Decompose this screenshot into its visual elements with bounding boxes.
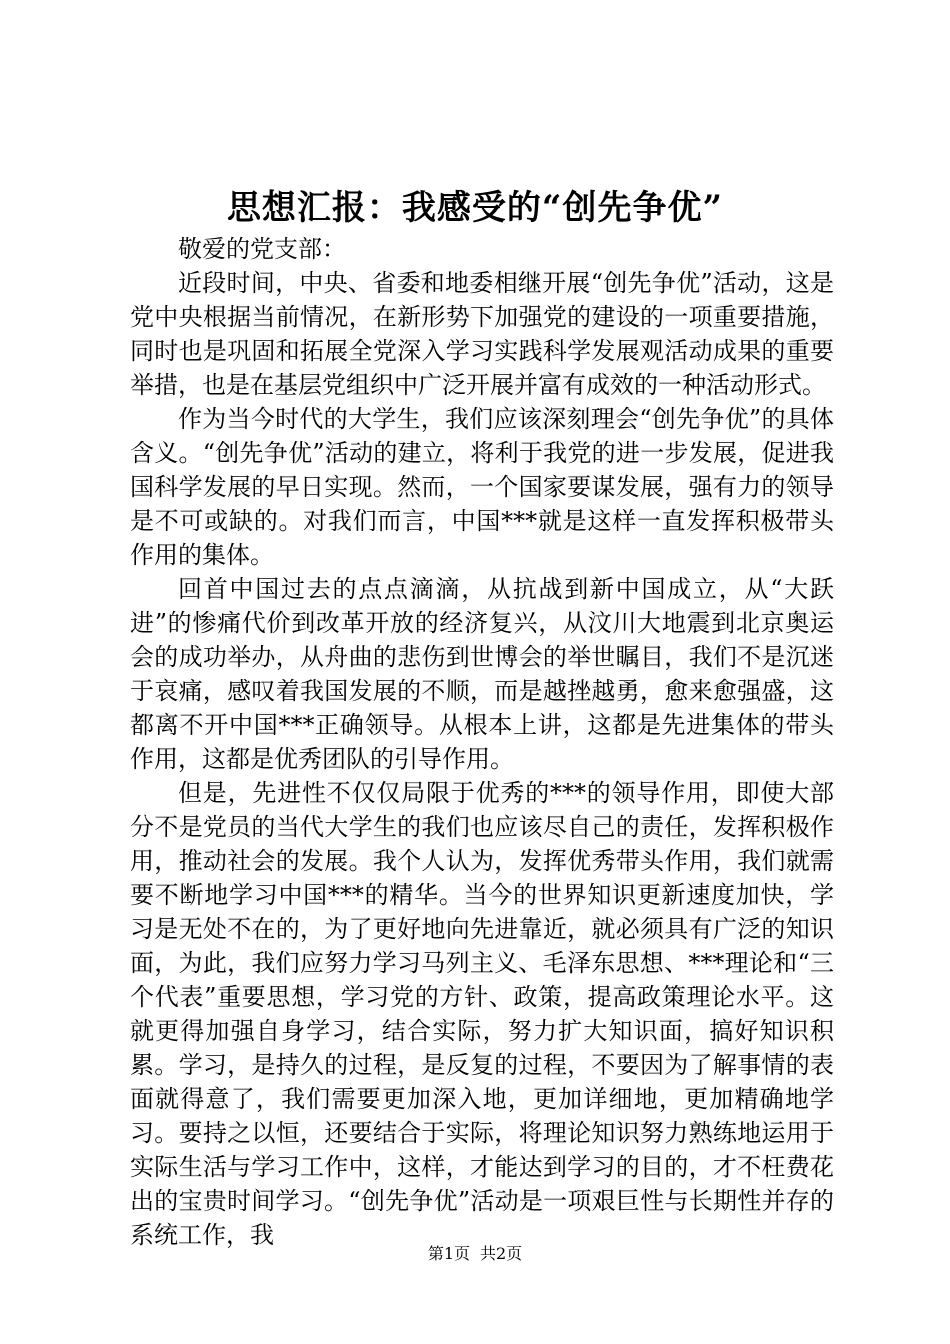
page-number-current: 第1页 [427, 1244, 470, 1263]
salutation: 敬爱的党支部： [178, 235, 346, 263]
page-number-total: 共2页 [480, 1244, 523, 1263]
paragraph-4: 但是，先进性不仅仅局限于优秀的***的领导作用，即使大部分不是党员的当代大学生的我们也应该尽自己的责任，发挥积极作用，推动社会的发展。我个人认为，发挥优秀带头作用，我们就需要不断地学习中国***的精华。当今的世界知识更新速度加快，学习是无处不在的，为了更好地向先进靠近，就必须具有广泛的知识面，为此，我们应努力学习马列主义、毛泽东思想、***理论和“三个代表”重要思想，学习党的方针、政策，提高政策理论水平。这就更得加强自身学习，结合实际，努力扩大知识面，搞好知识积累。学习，是持久的过程，是反复的过程，不要因为了解事情的表面就得意了，我们需要更加深入地，更加详细地，更加精确地学习。要持之以恒，还要结合于实际，将理论知识努力熟练地运用于实际生活与学习工作中，这样，才能达到学习的目的，才不枉费花出的宝贵时间学习。“创先争优”活动是一项艰巨性与长期性并存的系统工作，我 [130, 779, 834, 1249]
document-body [130, 232, 834, 1252]
page-footer [0, 1243, 950, 1265]
document-title: 思想汇报：我感受的“创先争优” [226, 188, 724, 228]
paragraph-2: 作为当今时代的大学生，我们应该深刻理会“创先争优”的具体含义。“创先争优”活动的建立，将利于我党的进一步发展，促进我国科学发展的早日实现。然而，一个国家要谋发展，强有力的领导是不可或缺的。对我们而言，中国***就是这样一直发挥积极带头作用的集体。 [130, 405, 834, 569]
paragraph-1: 近段时间，中央、省委和地委相继开展“创先争优”活动，这是党中央根据当前情况，在新形势下加强党的建设的一项重要措施，同时也是巩固和拓展全党深入学习实践科学发展观活动成果的重要举措，也是在基层党组织中广泛开展并富有成效的一种活动形式。 [130, 269, 834, 399]
paragraph-3: 回首中国过去的点点滴滴，从抗战到新中国成立，从“大跃进”的惨痛代价到改革开放的经济复兴，从汶川大地震到北京奥运会的成功举办，从舟曲的悲伤到世博会的举世瞩目，我们不是沉迷于哀痛，感叹着我国发展的不顺，而是越挫越勇，愈来愈强盛，这都离不开中国***正确领导。从根本上讲，这都是先进集体的带头作用，这都是优秀团队的引导作用。 [130, 575, 834, 773]
